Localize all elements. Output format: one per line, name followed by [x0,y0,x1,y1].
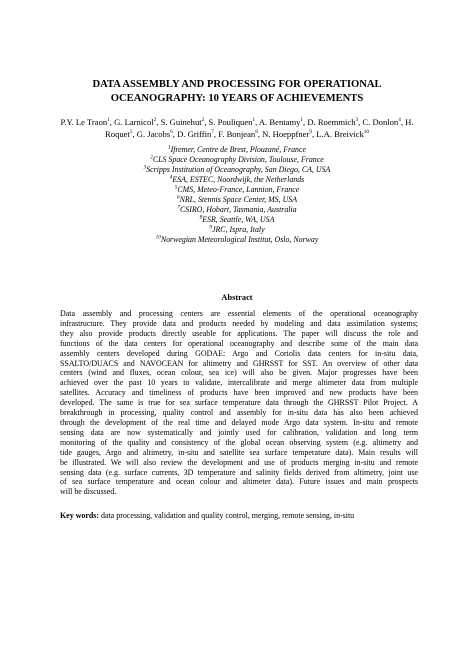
affiliation-number: 1 [167,144,171,151]
author-affiliation-mark: 10 [363,128,369,135]
abstract-line: Data assembly and processing centers are essential elements of the operational oceanography [60,309,418,318]
affiliation-line [80,205,394,215]
abstract-line: developed. The same is true for sea surface temperature data through the GHRSST Pilot Project. A [60,398,418,408]
author-name: C. Donlon$^4$ [362,117,401,127]
affiliation-line [80,145,394,155]
abstract-line: infrastructure. They provide data and products needed by modeling and data assimilation systems; [60,318,418,328]
affiliation-list [80,145,394,245]
author-name: N. Hoeppfner$^9$ [262,128,312,139]
affiliation-number: 8 [199,214,203,221]
author-affiliation-mark: 8 [255,128,258,135]
affiliation-line [80,185,394,195]
affiliation-line [80,195,394,205]
author-name: L.A. Breivick$^{10}$ [316,128,369,139]
affiliation-text: CSIRO, Hobart, Tasmania, Australia [179,205,297,214]
abstract-line: through the development of the real time and delayed mode Argo data system. In-situ and remote [60,417,418,427]
affiliation-line [80,235,394,245]
abstract-line: assembly centers developed during GODAE: Argo and Coriolis data centers for in-situ data, [60,348,418,358]
keywords-text: data processing, validation and quality control, merging, remote sensing, in-situ [101,511,355,520]
author-affiliation-mark: 1 [252,117,256,124]
author-name: G. Jacobs$^6$ [136,128,173,139]
affiliation-text: ESR, Seattle, WA, USA [202,215,275,224]
affiliation-number: 2 [150,154,153,161]
author-list: P.Y. Le Traon$^1$, G. Larnicol$^2$, S. Guinehut$^2$, S. Pouliquen$^1$, A. Bentamy$^1$, D. Roemmich$^3$, C. Donlon$^4$, H. Roquet$^5$, G. Jacobs$^6$, D. Griffin$^7$, F. Bonjean$^8$, N. Hoeppfner$^9$, L.A. Breivick$^{10}$ [60,117,414,139]
affiliation-number: 3 [143,164,147,171]
keywords-label: Key words: [60,511,100,520]
abstract-heading: Abstract [221,293,253,302]
author-name: A. Bentamy$^1$ [258,117,304,127]
affiliation-number: 6 [176,194,180,201]
affiliation-text: NRL, Stennis Space Center, MS, USA [179,195,298,204]
author-affiliation-mark: 2 [153,117,157,124]
abstract-line: satellites. Accuracy and timeliness of products have been improved and new products have been [60,388,418,398]
affiliation-text: Scripps Institution of Oceanography, San Diego, CA, USA [146,165,331,174]
affiliation-number: 4 [169,174,173,181]
author-name: S. Pouliquen$^1$ [208,117,256,127]
author-affiliation-mark: 6 [170,128,173,135]
author-affiliation-mark: 1 [107,117,110,124]
abstract-line: SSALTO/DUACS and NAVOCEAN for altimetry and GHRSST for SST. An overview of other data [60,358,418,368]
affiliation-text: Ifremer, Centre de Brest, Plouzané, France [170,145,306,154]
abstract-line: monitoring of the quality and consistency of the global ocean observing system (e.g. altimetry and [60,437,418,447]
author-name: D. Roemmich$^3$ [307,117,359,127]
abstract-line: achieved over the past 10 years to validate, intercalibrate and merge altimeter data from multiple [60,378,418,388]
author-affiliation-mark: 1 [300,117,304,124]
affiliation-number: 9 [209,224,212,231]
author-affiliation-mark: 9 [309,128,312,135]
affiliation-line [80,165,394,175]
abstract-line: be illustrated. We will also review the development and use of products merging in-situ and remote [60,457,418,467]
affiliation-line [80,175,394,185]
abstract-line: will be discussed. [60,487,117,497]
keywords [60,511,418,521]
abstract-line: tide gauges, Argo and altimetry, in-situ and satellite sea surface temperature data). Main results will [60,447,418,457]
affiliation-number: 7 [177,204,180,211]
abstract-line: of sea surface temperature and ocean colour and altimeter data). Future issues and main prospects [60,477,418,487]
abstract-line: functions of the data centers for operational oceanography and describe some of the main data [60,338,418,348]
affiliation-text: CLS Space Oceanography Division, Toulouse, France [152,155,324,164]
author-affiliation-mark: 7 [211,128,214,135]
author-name: F. Bonjean$^8$ [218,128,258,139]
author-name: G. Larnicol$^2$ [114,117,157,127]
paper-title [40,78,434,106]
abstract-line: breakthrough in processing, quality control and assembly for in-situ data has also been achieved [60,408,418,418]
author-affiliation-mark: 3 [355,117,359,124]
affiliation-text: JRC, Ispra, Italy [211,225,265,234]
abstract-line: sensing data (e.g. surface currents, 3D temperature and salinity fields derived from altimetry, joint use [60,467,418,477]
affiliation-line [80,225,394,235]
title-line-2: OCEANOGRAPHY: 10 YEARS OF ACHIEVEMENTS [110,93,364,104]
affiliation-text: ESA, ESTEC, Noordwijk, the Netherlands [172,175,305,184]
affiliation-text: CMS, Meteo-France, Lannion, France [177,185,300,194]
author-affiliation-mark: 4 [398,117,401,124]
abstract-line: centers (wind and fluxes, ocean colour, sea ice) will also be given. Major progresses have been [60,368,418,378]
author-name: H. Roquet$^5$ [105,117,414,139]
author-name: D. Griffin$^7$ [177,128,214,139]
author-affiliation-mark: 5 [129,128,133,135]
affiliation-number: 5 [174,184,178,191]
abstract-line: they also provide products directly useable for applications. The paper will discuss the role and [60,328,418,338]
affiliation-number: 10 [155,234,161,241]
title-line-1: DATA ASSEMBLY AND PROCESSING FOR OPERATIONAL [92,79,382,90]
abstract-body [60,309,418,497]
author-affiliation-mark: 2 [201,117,205,124]
affiliation-text: Norwegian Meteorological Institut, Oslo, Norway [160,235,319,244]
affiliation-line [80,215,394,225]
author-name: S. Guinehut$^2$ [160,117,205,127]
abstract-line: sensing data are now systematically and jointly used for calibration, validation and long term [60,427,418,437]
affiliation-line [80,155,394,165]
author-name: P.Y. Le Traon$^1$ [60,117,110,127]
